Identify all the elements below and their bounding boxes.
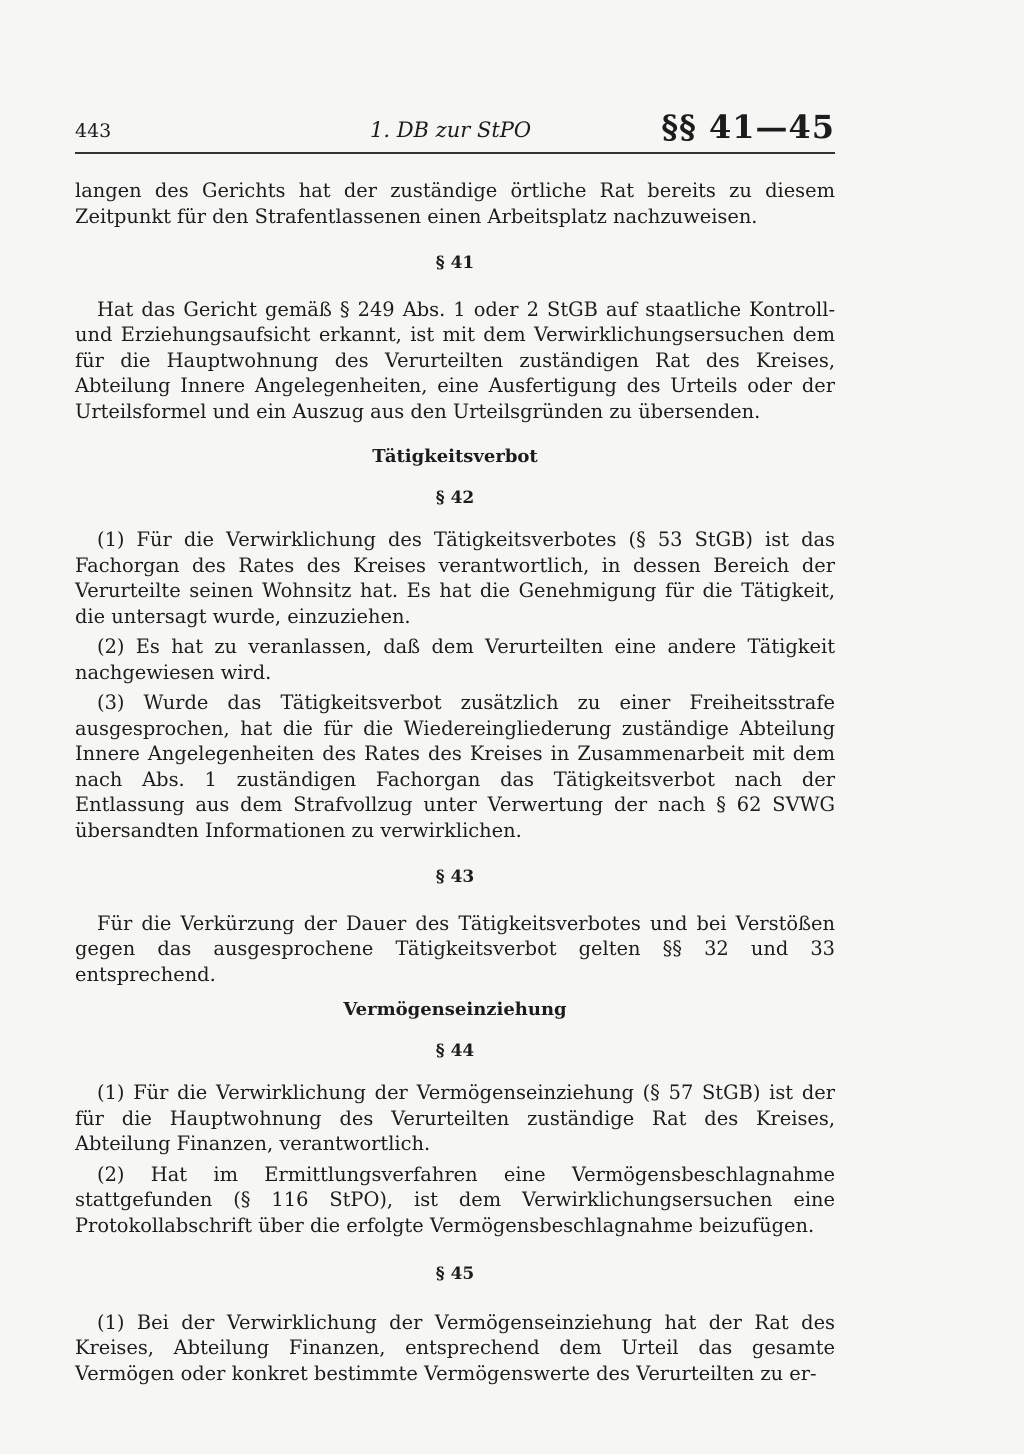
section-45-paragraph: (1) Bei der Verwirklichung der Vermögenseinziehung hat der Rat des Kreises, Abteilung Finanzen, entsprechend dem Urteil das gesamte Vermögen oder konkret bestimmte Vermögenswerte des Verurteilten zu er- bbox=[75, 1310, 835, 1385]
section-44-paragraph-2: (2) Hat im Ermittlungsverfahren eine Vermögensbeschlagnahme stattgefunden (§ 116 StPO), ist dem Verwirklichungsersuchen eine Protokollabschrift über die erfolgte Vermögensbeschlagnahme beizufügen. bbox=[75, 1162, 835, 1237]
page-number: 443 bbox=[75, 120, 112, 142]
section-44-heading: Vermögenseinziehung bbox=[343, 999, 567, 1020]
section-43-paragraph: Für die Verkürzung der Dauer des Tätigkeitsverbotes und bei Verstößen gegen das ausgesprochene Tätigkeitsverbot gelten §§ 32 und 33 entsprechend. bbox=[75, 911, 835, 986]
section-42-paragraph-3: (3) Wurde das Tätigkeitsverbot zusätzlich zu einer Freiheitsstrafe ausgesprochen, hat die für die Wiedereingliederung zuständige Abteilung Innere Angelegenheiten des Rates des Kreises in Zusammenarbeit mit dem nach Abs. 1 zuständigen Fachorgan das Tätigkeitsverbot nach der Entlassung aus dem Strafvollzug unter Verwertung der nach § 62 SVWG übersandten Informationen zu verwirklichen. bbox=[75, 691, 835, 842]
section-44-paragraph-1: (1) Für die Verwirklichung der Vermögenseinziehung (§ 57 StGB) ist der für die Hauptwohnung des Verurteilten zuständige Rat des Kreises, Abteilung Finanzen, verantwortlich. bbox=[75, 1081, 835, 1155]
section-41-number: § 41 bbox=[435, 253, 475, 273]
page-header bbox=[75, 108, 835, 152]
section-45-number: § 45 bbox=[435, 1264, 475, 1284]
section-43-number: § 43 bbox=[435, 867, 475, 887]
section-42-number: § 42 bbox=[435, 487, 475, 508]
section-44-number: § 44 bbox=[435, 1040, 475, 1061]
intro-paragraph: langen des Gerichts hat der zuständige örtliche Rat bereits zu diesem Zeitpunkt für den Strafentlassenen einen Arbeitsplatz nachzuweisen. bbox=[75, 179, 835, 228]
section-42-paragraph-2: (2) Es hat zu veranlassen, daß dem Verurteilten eine andere Tätigkeit nachgewiesen wird. bbox=[75, 635, 835, 684]
running-title: 1. DB zur StPO bbox=[370, 118, 532, 142]
section-41-paragraph: Hat das Gericht gemäß § 249 Abs. 1 oder 2 StGB auf staatliche Kontroll- und Erziehungsaufsicht erkannt, ist mit dem Verwirklichungsersuchen dem für die Hauptwohnung des Verurteilten zuständigen Rat des Kreises, Abteilung Innere Angelegenheiten, eine Ausfertigung des Urteils oder der Urteilsformel und ein Auszug aus den Urteilsgründen zu übersenden. bbox=[75, 297, 835, 423]
section-42-paragraph-1: (1) Für die Verwirklichung des Tätigkeitsverbotes (§ 53 StGB) ist das Fachorgan des Rates des Kreises verantwortlich, in dessen Bereich der Verurteilte seinen Wohnsitz hat. Es hat die Genehmigung für die Tätigkeit, die untersagt wurde, einzuziehen. bbox=[75, 528, 835, 628]
header-rule bbox=[75, 152, 835, 154]
section-range: §§ 41—45 bbox=[661, 108, 835, 146]
section-42-heading: Tätigkeitsverbot bbox=[372, 446, 538, 467]
body-text bbox=[75, 178, 835, 1386]
